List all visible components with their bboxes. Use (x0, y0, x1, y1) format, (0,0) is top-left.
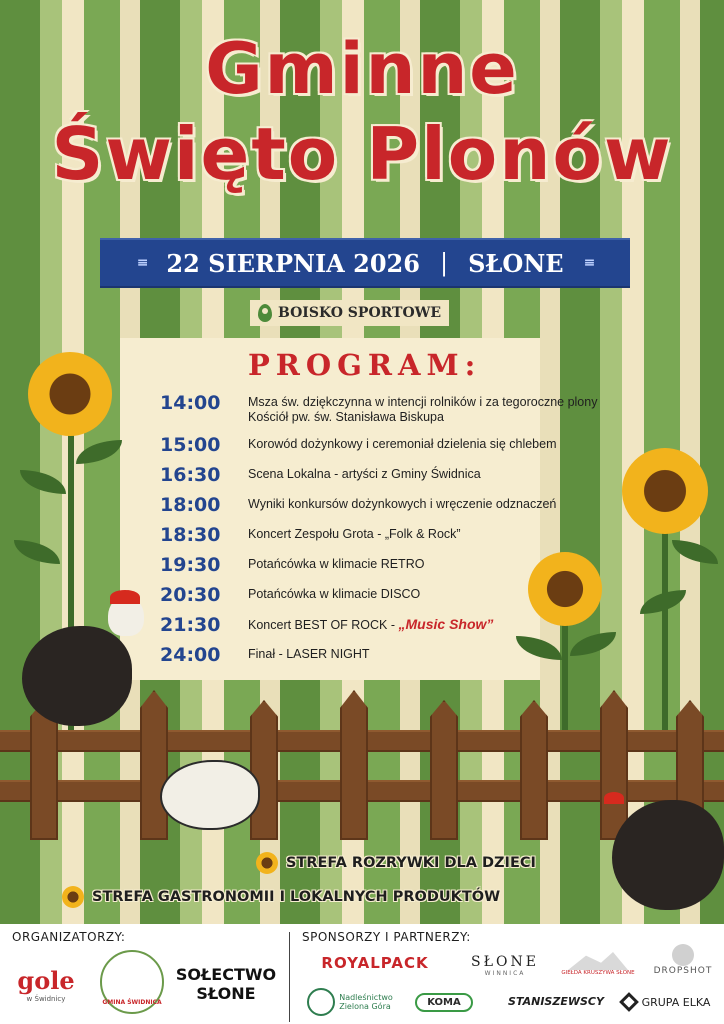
schedule-desc: Wyniki konkursów dożynkowych i wręczenie odznaczeń (248, 497, 557, 511)
program-heading: PROGRAM: (248, 348, 482, 382)
schedule-desc: Finał - LASER NIGHT (248, 647, 370, 661)
rooster-comb (110, 590, 140, 604)
ribbon-separator: | (439, 249, 449, 277)
sunflower-bullet-icon (62, 886, 84, 908)
logo-gole-text: gole (17, 965, 75, 995)
logo-grupa-elka-text: GRUPA ELKA (641, 995, 711, 1009)
zone-kids-label: STREFA ROZRYWKI DLA DZIECI (286, 855, 536, 871)
logo-koma (404, 988, 484, 1016)
fence-post (340, 690, 368, 840)
schedule-desc: Korowód dożynkowy i ceremoniał dzielenia się chlebem (248, 437, 557, 451)
schedule-time: 20:30 (160, 584, 221, 606)
organizers-label: ORGANIZATORZY: (12, 930, 126, 944)
schedule-desc-line: Msza św. dziękczynna w intencji rolników i za tegoroczne plony (248, 395, 598, 409)
logo-gmina-text: GMINA ŚWIDNICA (102, 998, 162, 1006)
schedule-desc (248, 392, 597, 425)
logo-slone-sub: WINNICA (484, 969, 526, 977)
logo-gielda-text: GIEŁDA KRUSZYWA SŁONE (561, 970, 635, 976)
logo-nadlesnictwo-line2: Zielona Góra (339, 1002, 391, 1011)
schedule-desc-line-2: Kościół pw. św. Stanisława Biskupa (248, 410, 444, 424)
schedule-time: 19:30 (160, 554, 221, 576)
logo-solectwo-line1: SOŁECTWO (175, 965, 277, 984)
fence-post (520, 700, 548, 840)
logo-gole (6, 954, 86, 1014)
logo-dropshot-text: DROPSHOT (653, 966, 713, 976)
schedule-desc-line: Koncert BEST OF ROCK - (248, 618, 399, 632)
location-label (250, 300, 449, 326)
logo-slone-winnica (462, 950, 548, 980)
schedule-item (160, 464, 630, 486)
schedule-desc: Koncert Zespołu Grota - „Folk & Rock” (248, 527, 461, 541)
zone-kids (256, 852, 536, 874)
white-hen-icon (160, 760, 260, 830)
fence-post (140, 690, 168, 840)
zone-food-label: STREFA GASTRONOMII I LOKALNYCH PRODUKTÓW (92, 889, 501, 905)
lasy-panstwowe-icon (307, 988, 335, 1016)
mountain-icon (568, 952, 628, 970)
schedule-desc: Scena Lokalna - artyści z Gminy Świdnica (248, 467, 481, 481)
rooster-icon (22, 626, 132, 726)
location-text: BOISKO SPORTOWE (278, 305, 442, 321)
schedule-time: 14:00 (160, 392, 221, 414)
schedule-item (160, 524, 630, 546)
schedule-desc: Potańcówka w klimacie RETRO (248, 557, 425, 571)
logo-solectwo (176, 960, 276, 1008)
fence-post (600, 690, 628, 840)
map-pin-icon (258, 304, 272, 322)
schedule-time: 18:00 (160, 494, 221, 516)
logo-nadlesnictwo (300, 984, 400, 1020)
leaf-icon (20, 470, 66, 494)
logo-grupa-elka (614, 988, 718, 1016)
leaf-icon (76, 440, 122, 464)
logo-gole-sub: w Świdnicy (26, 994, 66, 1003)
sunflower-stem (662, 510, 668, 740)
leaf-icon (672, 540, 718, 564)
logo-dropshot (646, 938, 720, 982)
schedule-item (160, 392, 630, 425)
ribbon-deco-right-icon: ≡ (583, 255, 594, 271)
fence-post (250, 700, 278, 840)
ribbon-deco-left-icon: ≡ (136, 255, 147, 271)
sponsors-label: SPONSORZY I PARTNERZY: (302, 930, 471, 944)
logo-royalpack: ROYALPACK (321, 954, 429, 972)
schedule-highlight: „Music Show” (398, 616, 494, 632)
hen-comb (604, 792, 624, 804)
title-line-2: Święto Plonów (51, 112, 673, 196)
logo-gielda-slone (556, 946, 640, 982)
schedule-item (160, 434, 630, 456)
leaf-icon (14, 540, 60, 564)
black-hen-icon (612, 800, 724, 910)
schedule-time: 16:30 (160, 464, 221, 486)
schedule-time: 21:30 (160, 614, 221, 636)
event-place: SŁONE (468, 248, 564, 278)
logo-staniszewscy: STANISZEWSCY (508, 994, 604, 1008)
logo-slone-text: SŁONE (471, 953, 539, 970)
schedule-desc: Potańcówka w klimacie DISCO (248, 587, 421, 601)
leaf-icon (640, 590, 686, 614)
schedule-item (160, 494, 630, 516)
footer-divider (289, 932, 290, 1022)
fence-post (430, 700, 458, 840)
schedule-time: 18:30 (160, 524, 221, 546)
elka-icon (619, 992, 639, 1012)
zone-food (62, 886, 500, 908)
dropshot-icon (672, 944, 694, 966)
schedule-time: 24:00 (160, 644, 221, 666)
logo-koma-text: KOMA (415, 993, 473, 1012)
title-line-1: Gminne (205, 28, 519, 110)
logo-gmina-swidnica (100, 950, 164, 1014)
logo-solectwo-line2: SŁONE (196, 984, 256, 1003)
logo-nadlesnictwo-line1: Nadleśnictwo (339, 993, 393, 1002)
sunflower-bullet-icon (256, 852, 278, 874)
event-date: 22 SIERPNIA 2026 (166, 248, 420, 278)
schedule-desc (248, 614, 493, 633)
date-ribbon (100, 238, 630, 288)
schedule-time: 15:00 (160, 434, 221, 456)
footer (0, 924, 724, 1024)
